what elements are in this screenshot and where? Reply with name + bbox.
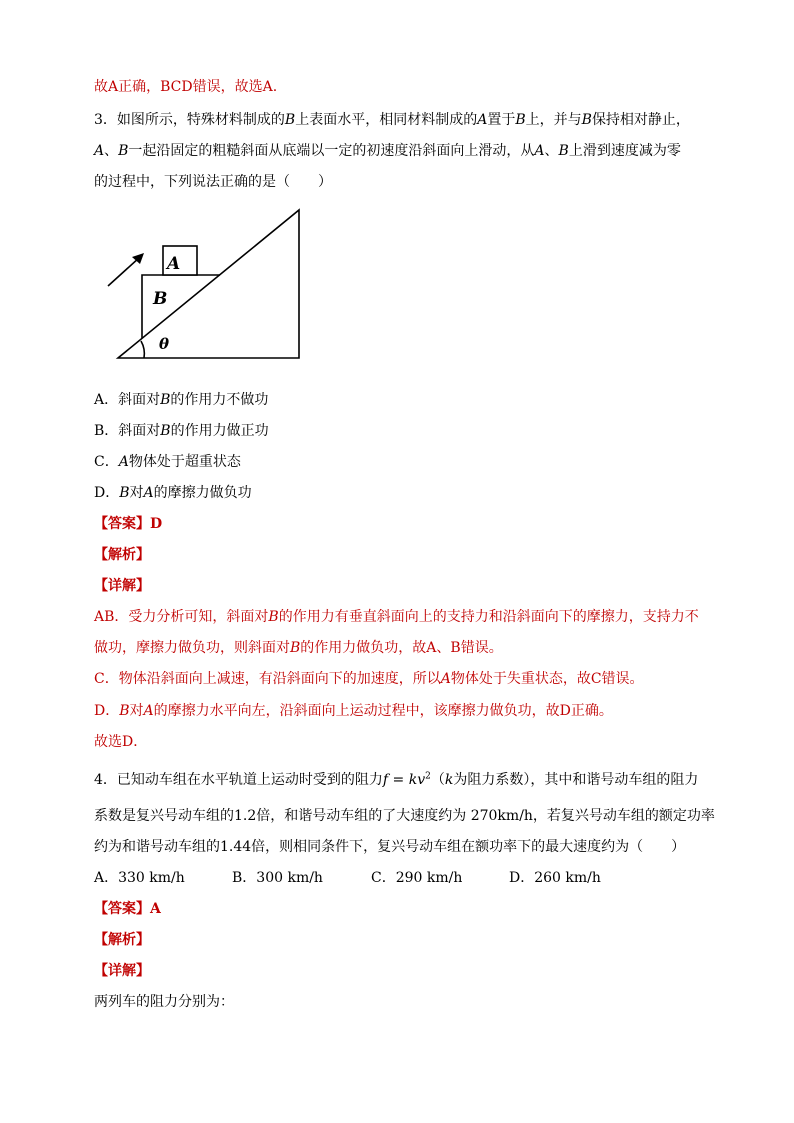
q3-option-b: B．斜面对B的作用力做正功 [94,423,269,439]
q3-stem-line-3: 的过程中，下列说法正确的是（ ） [94,174,332,190]
q4-detail-tag: 【详解】 [94,963,150,979]
q4-option-a: A．330 km/h [94,870,185,886]
q3-option-d: D．B对A的摩擦力做负功 [94,485,252,501]
q4-stem-line-1: 4．已知动车组在水平轨道上运动时受到的阻力$f = kv^2(k$为阻力系数），其中和谐号动车组的阻力 [94,771,699,788]
q4-analysis-tag: 【解析】 [94,932,150,948]
q3-detail-line-3: C．物体沿斜面向上减速，有沿斜面向下的加速度，所以A物体处于失重状态，故C错误。 [94,671,644,687]
q3-option-a: A．斜面对B的作用力不做功 [94,392,269,408]
q3-conclusion: 故选D． [94,734,148,750]
incline-diagram [104,208,304,360]
q4-stem-line-3: 约为和谐号动车组的1.44倍，则相同条件下，复兴号动车组在额功率下的最大速度约为（ ） [94,839,686,855]
angle-label: θ [159,335,170,353]
q3-stem-line-2: A、B一起沿固定的粗糙斜面从底端以一定的初速度沿斜面向上滑动，从A、B上滑到速度减为零 [94,143,681,159]
q3-analysis-tag: 【解析】 [94,547,150,563]
angle-arc [141,341,144,358]
q3-answer: 【答案】D [94,516,163,532]
intro-line: 故A正确，BCD错误，故选A. [94,79,278,95]
q4-stem-line-2: 系数是复兴号动车组的1.2倍，和谐号动车组的了大速度约为 270km/h，若复兴号动车组的额定功率 [94,808,715,824]
q4-option-d: D．260 km/h [509,870,601,886]
q4-option-c: C．290 km/h [371,870,463,886]
q4-answer: 【答案】A [94,901,161,917]
block-a-label: A [167,254,181,274]
q3-detail-tag: 【详解】 [94,578,150,594]
incline-triangle [118,210,299,358]
q3-detail-line-1: AB．受力分析可知，斜面对B的作用力有垂直斜面向上的支持力和沿斜面向下的摩擦力，支持力不 [94,609,699,625]
q4-option-b: B．300 km/h [232,870,323,886]
block-b-label: B [153,289,168,309]
velocity-arrow-shaft [108,257,140,286]
q3-stem-line-1: 3．如图所示，特殊材料制成的B上表面水平，相同材料制成的A置于B上，并与B保持相对静止， [94,112,690,128]
q4-last-line: 两列车的阻力分别为： [94,994,234,1010]
q3-detail-line-2: 做功，摩擦力做负功，则斜面对B的作用力做负功，故A、B错误。 [94,640,503,656]
q3-option-c: C．A物体处于超重状态 [94,454,241,470]
q3-detail-line-4: D．B对A的摩擦力水平向左，沿斜面向上运动过程中，该摩擦力做负功，故D正确。 [94,703,613,719]
